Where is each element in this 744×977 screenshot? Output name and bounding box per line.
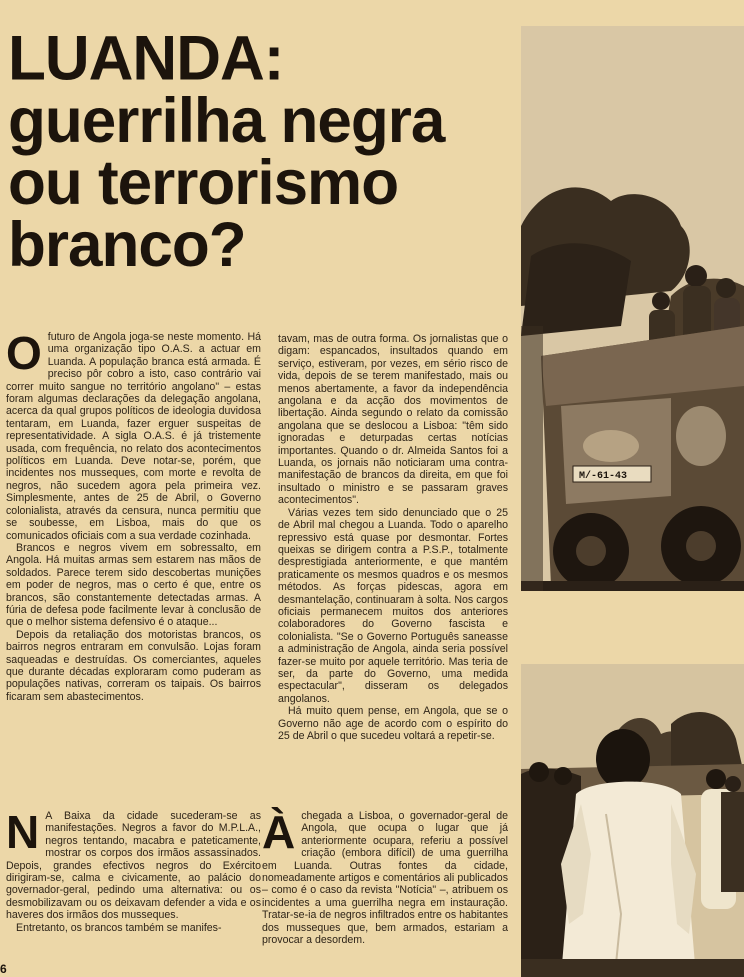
- dropcap-a-grave: À: [262, 806, 296, 858]
- headline-line-3: ou terrorismo: [8, 147, 399, 219]
- paragraph: futuro de Angola joga-se neste momento. Há uma organização tipo O.A.S. a actuar em Luanda. A população branca está armada. É preciso pôr cobro a isto, caso contrário vai correr muito sangue no território angolano" – estas foram algumas declarações da delegação angolana, acerca da qual grupos políticos de ideologia duvidosa tentaram, em Luanda, fazer erguer suspeitas de representatividade. A sigla O.A.S. é já tristemente usada, com frequência, no relato dos acontecimentos políticos em Luanda. Deve notar-se, porém, que incidentes nos musseques, com morte e revolta de negros, não sucedem agora pela primeira vez. Simplesmente, antes de 25 de Abril, o Governo colonialista, através da censura, nunca permitiu que se soubesse, em Lisboa, mais do que os comunicados oficiais com a sua verdade cozinhada.: [6, 331, 261, 542]
- paragraph: Várias vezes tem sido denunciado que o 25 de Abril mal chegou a Luanda. Todo o aparelho repressivo está quase por desmontar. Fortes queixas se dirigem contra a P.S.P., totalmente desprestigiada anteriormente, e que mantém praticamente os mesmos quadros e os mesmos métodos. As forças pidescas, agora em desmantelação, continuaram à solta. Nos cargos oficiais permanecem muitos dos anteriores colaboradores do Governo fascista e colonialista. "Se o Governo Português saneasse a administração de Angola, ainda seria possível fazer-se muito por aquele território. Mas teria de ser, da parte do Governo, uma medida espectacular", disseram os delegados angolanos.: [278, 506, 508, 705]
- paragraph: tavam, mas de outra forma. Os jornalistas que o digam: espancados, insultados quando em serviço, estiveram, por vezes, em sério risco de vida, depois de se terem manifestado, mais ou menos abertamente, a favor da independência angolana e da acção dos movimentos de libertação. Ainda segundo o relato da comissão angolana que se deslocou a Lisboa: "têm sido ignoradas e deturpadas certas notícias importantes. Quando o dr. Almeida Santos foi a Luanda, os jornais não noticiaram uma contra-manifestação de brancos da direita, em que foi insultado o ministro e se passaram graves acontecimentos".: [278, 333, 508, 507]
- paragraph: Brancos e negros vivem em sobressalto, em Angola. Há muitas armas sem estarem nas mãos de soldados. Parece terem sido descobertas munições em poder de negros, mas o certo é que, entre os brancos, são constantemente detectadas armas. A fúria de defesa pode facilmente levar à conclusão de que o melhor sistema defensivo é o ataque...: [6, 541, 261, 629]
- paragraph: Entretanto, os brancos também se manifes-: [16, 921, 222, 934]
- page-number: 6: [0, 962, 7, 976]
- photo-armored-vehicle: [521, 26, 744, 591]
- crowd-illustration: [521, 664, 744, 977]
- article-column-1: [6, 327, 261, 703]
- headline-line-2: guerrilha negra: [8, 85, 445, 157]
- paragraph: A Baixa da cidade sucederam-se as manifestações. Negros a favor do M.P.L.A., negros tentando, macabra e pateticamente, mostrar os corpos dos irmãos assassinados. Depois, grandes efectivos negros do Exército dirigiram-se, calma e civicamente, ao palácio do governador-geral, pedindo uma alternativa: ou os desmobilizavam ou os deixavam defender a vida e os haveres dos irmãos dos musseques.: [6, 810, 261, 922]
- headline-line-1: LUANDA:: [8, 23, 284, 94]
- article-column-1-lower: [6, 806, 261, 934]
- dropcap-o: O: [6, 327, 42, 379]
- vehicle-plate: M/-61-43: [579, 471, 628, 482]
- paragraph: chegada a Lisboa, o governador-geral de Angola, que ocupa o lugar que já anteriormente ocupara, referiu a possível criação (embora difícil) de uma guerrilha em Luanda. Outras fontes da cidade, nomeadamente artigos e comentários ali publicados – como é o caso da revista "Notícia" –, atribuem os incidentes a uma guerrilha negra em instauração. Tratar-se-ia de negros infiltrados entre os habitantes dos musseques que, bem armados, estariam a provocar a desordem.: [262, 810, 508, 947]
- paragraph: Depois da retaliação dos motoristas brancos, os bairros negros entraram em convulsão. Lojas foram saqueadas e destruídas. Os comerciantes, aqueles que durante décadas exploraram como puderam as populações nativas, correram os taipais. Os bairros ficaram sem abastecimentos.: [6, 628, 261, 703]
- headline-line-4: branco?: [8, 210, 246, 281]
- armored-vehicle-illustration: [521, 26, 744, 591]
- article-column-2: [278, 333, 508, 742]
- article-column-2-lower: [262, 806, 508, 947]
- photo-crowd: [521, 664, 744, 977]
- dropcap-n: N: [6, 806, 40, 858]
- headline: [8, 23, 513, 281]
- paragraph: Há muito quem pense, em Angola, que se o Governo não age de acordo com o espírito do 25 de Abril o que sucedeu voltará a repetir-se.: [278, 705, 508, 742]
